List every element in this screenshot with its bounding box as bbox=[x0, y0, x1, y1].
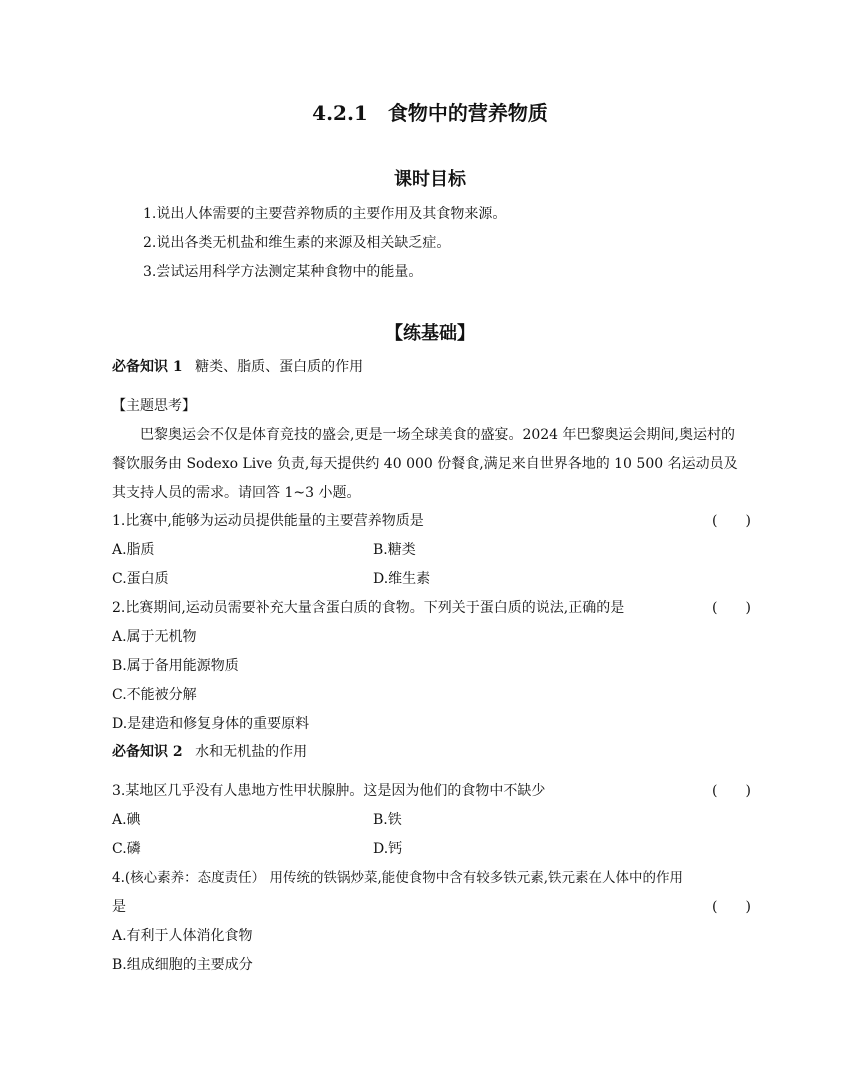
answer-paren: ( ) bbox=[712, 600, 751, 616]
option-c: C.蛋白质 bbox=[112, 571, 169, 587]
question-4-stem: 4.(核心素养：态度责任） 用传统的铁锅炒菜,能使食物中含有较多铁元素,铁元素在人体中的作用 bbox=[112, 870, 684, 886]
knowledge-text: 糖类、脂质、蛋白质的作用 bbox=[195, 359, 364, 375]
option-b: B.属于备用能源物质 bbox=[112, 658, 239, 674]
option-b: B.组成细胞的主要成分 bbox=[112, 957, 253, 973]
option-d: D.维生素 bbox=[373, 571, 431, 587]
knowledge-text: 水和无机盐的作用 bbox=[195, 744, 308, 760]
knowledge-label: 必备知识 2 bbox=[112, 744, 183, 760]
question-1-stem: 1.比赛中,能够为运动员提供能量的主要营养物质是 bbox=[112, 513, 424, 529]
option-a: A.脂质 bbox=[112, 542, 155, 558]
objective-item: 1.说出人体需要的主要营养物质的主要作用及其食物来源。 bbox=[143, 206, 507, 222]
option-a: A.有利于人体消化食物 bbox=[112, 928, 253, 944]
knowledge-point-2 bbox=[112, 742, 307, 762]
objective-item: 3.尝试运用科学方法测定某种食物中的能量。 bbox=[143, 264, 423, 280]
option-d: D.是建造和修复身体的重要原料 bbox=[112, 716, 310, 732]
page-title: 4.2.1 食物中的营养物质 bbox=[312, 101, 548, 125]
answer-paren: ( ) bbox=[712, 513, 751, 529]
question-3-stem: 3.某地区几乎没有人患地方性甲状腺肿。这是因为他们的食物中不缺少 bbox=[112, 783, 546, 799]
knowledge-label: 必备知识 1 bbox=[112, 359, 183, 375]
option-d: D.钙 bbox=[373, 841, 403, 857]
option-a: A.碘 bbox=[112, 812, 141, 828]
answer-paren: ( ) bbox=[712, 783, 751, 799]
knowledge-point-1 bbox=[112, 357, 363, 377]
option-b: B.铁 bbox=[373, 812, 402, 828]
objective-item: 2.说出各类无机盐和维生素的来源及相关缺乏症。 bbox=[143, 235, 451, 251]
question-2-stem: 2.比赛期间,运动员需要补充大量含蛋白质的食物。下列关于蛋白质的说法,正确的是 bbox=[112, 600, 625, 616]
theme-label: 【主题思考】 bbox=[112, 398, 196, 414]
objectives-heading: 课时目标 bbox=[394, 169, 466, 190]
question-4-stem-cont: 是 bbox=[112, 899, 126, 915]
option-c: C.不能被分解 bbox=[112, 687, 197, 703]
theme-paragraph: 巴黎奥运会不仅是体育竞技的盛会,更是一场全球美食的盛宴。2024 年巴黎奥运会期间,奥运村的餐饮服务由 Sodexo Live 负责,每天提供约 40 000 份餐食,满足来自世界各地的 10 500 名运动员及其支持人员的需求。请回答 1~3 小题。 bbox=[112, 427, 738, 501]
answer-paren: ( ) bbox=[712, 899, 751, 915]
option-b: B.糖类 bbox=[373, 542, 416, 558]
option-c: C.磷 bbox=[112, 841, 141, 857]
option-a: A.属于无机物 bbox=[112, 629, 197, 645]
section-heading: 【练基础】 bbox=[385, 323, 475, 344]
